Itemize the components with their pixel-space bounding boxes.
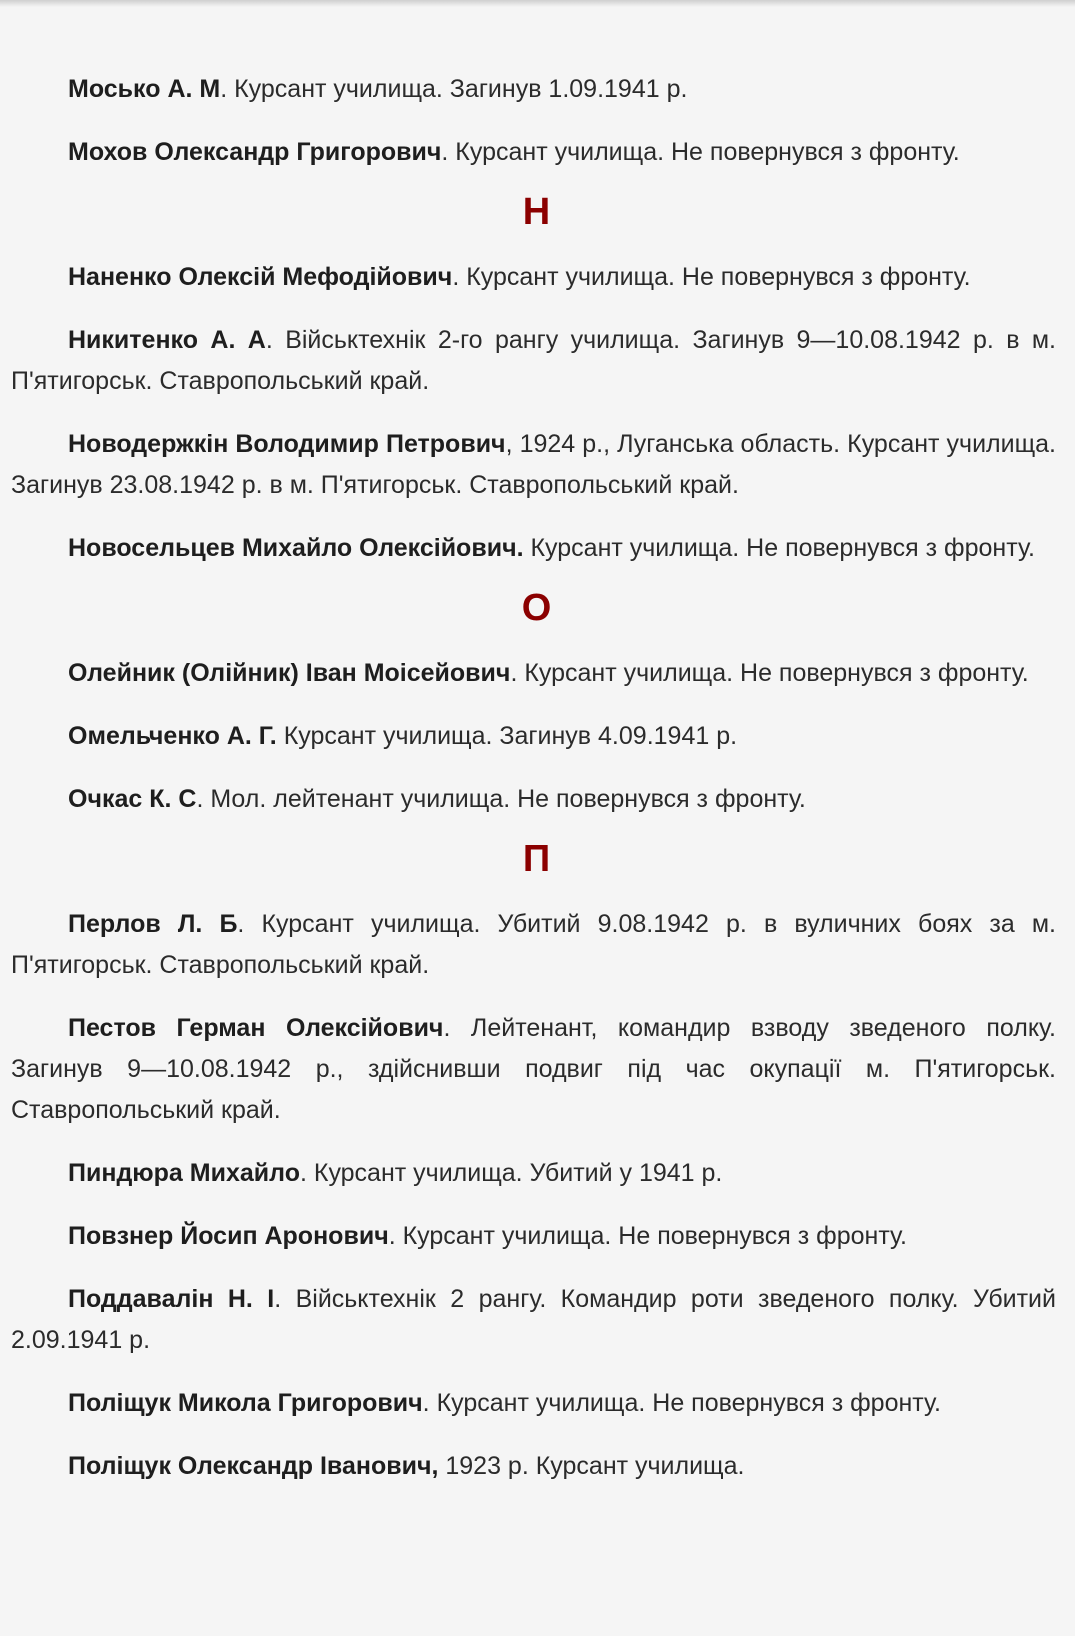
entry xyxy=(11,1008,1056,1131)
entry-name: Перлов Л. Б xyxy=(68,910,238,938)
entry-text: . Курсант училища. Убитий 9.08.1942 р. в вуличних боях за м. П'ятигорськ. Ставропольський край. xyxy=(11,910,1056,979)
entry-text: . Курсант училища. Убитий у 1941 р. xyxy=(299,1159,723,1187)
entry xyxy=(11,528,1056,569)
entry-name: Мохов Олександр Григорович xyxy=(68,138,442,166)
entry-name: Повзнер Йосип Аронович xyxy=(68,1222,389,1250)
entry-name: Пиндюра Михайло xyxy=(68,1159,300,1187)
entry xyxy=(11,904,1056,986)
entry xyxy=(11,779,1056,820)
entry-text: . Курсант училища. Загинув 1.09.1941 р. xyxy=(220,75,688,103)
entry-name: Новосельцев Михайло Олексійович. xyxy=(68,534,524,562)
letter-heading: О xyxy=(521,587,552,629)
entry-text: . Курсант училища. Не повернувся з фронту. xyxy=(441,138,960,166)
entry-name: Омельченко А. Г. xyxy=(68,722,277,750)
entry xyxy=(11,1383,1056,1424)
entry-name: Мосько А. М xyxy=(68,75,221,103)
entry xyxy=(11,257,1056,298)
letter-heading: Н xyxy=(522,191,551,233)
entry-text: , 1924 р., Луганська область. Курсант училища. Загинув 23.08.1942 р. в м. П'ятигорськ. Ставропольський край. xyxy=(11,430,1057,499)
entry-name: Поліщук Микола Григорович xyxy=(68,1389,423,1417)
document-body xyxy=(11,69,1056,1509)
entry-text: Курсант училища. Не повернувся з фронту. xyxy=(523,534,1035,562)
entry-name: Очкас К. С xyxy=(68,785,197,813)
entry-name: Пестов Герман Олексійович xyxy=(68,1014,444,1042)
entry-name: Поліщук Олександр Іванович, xyxy=(68,1452,439,1480)
entry-name: Поддавалін Н. І xyxy=(68,1285,275,1313)
entry-text: . Курсант училища. Не повернувся з фронту. xyxy=(510,659,1029,687)
entry xyxy=(11,716,1056,757)
letter-heading: П xyxy=(522,838,551,880)
entry-text: . Мол. лейтенант училища. Не повернувся з фронту. xyxy=(196,785,806,813)
entry-name: Никитенко А. А xyxy=(68,326,266,354)
entry-text: . Курсант училища. Не повернувся з фронту. xyxy=(452,263,971,291)
top-shadow xyxy=(0,0,1075,7)
entry-name: Новодержкін Володимир Петрович xyxy=(68,430,506,458)
entry xyxy=(11,1153,1056,1194)
entry-text: . Курсант училища. Не повернувся з фронту. xyxy=(388,1222,908,1250)
entry-text: . Курсант училища. Не повернувся з фронту. xyxy=(422,1389,941,1417)
entry-text: . Військтехнік 2 рангу. Командир роти зведеного полку. Убитий 2.09.1941 р. xyxy=(11,1285,1056,1354)
entry-name: Олейник (Олійник) Іван Моісейович xyxy=(68,659,511,687)
entry xyxy=(11,1446,1056,1487)
entry-text: Курсант училища. Загинув 4.09.1941 р. xyxy=(276,722,738,750)
entry xyxy=(11,320,1056,402)
entry xyxy=(11,1279,1056,1361)
entry xyxy=(11,653,1056,694)
entry-text: . Військтехнік 2-го рангу училища. Загинув 9—10.08.1942 р. в м. П'ятигорськ. Ставропольський край. xyxy=(11,326,1057,395)
entry xyxy=(11,424,1056,506)
entry-text: . Лейтенант, командир взводу зведеного полку. Загинув 9—10.08.1942 р., здійснивши подвиг під час окупації м. П'ятигорськ. Ставропольський край. xyxy=(11,1014,1056,1124)
entry xyxy=(11,69,1056,110)
entry xyxy=(11,132,1056,173)
entry-text: 1923 р. Курсант училища. xyxy=(438,1452,745,1480)
entry xyxy=(11,1216,1056,1257)
entry-name: Наненко Олексій Мефодійович xyxy=(68,263,453,291)
